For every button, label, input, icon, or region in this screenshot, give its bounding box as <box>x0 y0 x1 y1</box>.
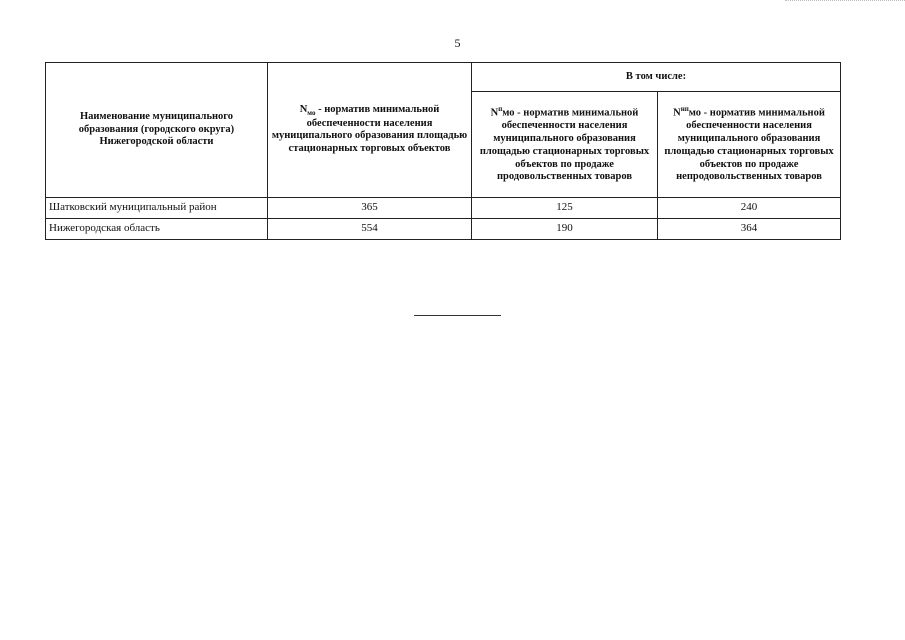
row-nonfood-cell: 364 <box>658 219 841 240</box>
header-total-sub: мо <box>307 109 316 118</box>
header-nonfood-symbol: N <box>673 107 681 119</box>
header-total-symbol: N <box>299 103 308 115</box>
table-header-row <box>46 63 841 92</box>
row-total-cell: 365 <box>268 198 472 219</box>
page-number: 5 <box>454 36 461 50</box>
header-total-text: - норматив минимальной обеспеченности населения муниципального образования площадью стационарных торговых объектов <box>271 103 468 155</box>
row-name-cell: Нижегородская область <box>46 219 268 240</box>
row-food-cell: 125 <box>472 198 658 219</box>
header-food-text: мо - норматив минимальной обеспеченности населения муниципального образования площадью стационарных торговых объектов по продаже продовольственных товаров <box>479 107 650 183</box>
header-food-sup: п <box>498 104 503 113</box>
header-nonfood-norm <box>658 92 841 198</box>
header-nonfood-sup: нп <box>680 104 689 113</box>
table-row <box>46 198 841 219</box>
row-food-cell: 190 <box>472 219 658 240</box>
header-group-including <box>472 63 841 92</box>
header-municipality-name-text: Наименование муниципального образования (городского округа) Нижегородской области <box>78 110 235 148</box>
row-nonfood-cell: 240 <box>658 198 841 219</box>
row-name-cell: Шатковский муниципальный район <box>46 198 268 219</box>
header-nonfood-text: мо - норматив минимальной обеспеченности населения муниципального образования площадью стационарных торговых объектов по продаже непродовольственных товаров <box>664 107 834 183</box>
header-total-norm <box>268 63 472 198</box>
header-group-text: В том числе: <box>625 70 687 82</box>
page-corner-dots <box>785 0 905 1</box>
header-food-symbol: N <box>490 107 499 119</box>
table-row <box>46 219 841 240</box>
closing-rule <box>414 315 501 316</box>
norms-table <box>45 62 841 240</box>
header-municipality-name <box>46 63 268 198</box>
row-total-cell: 554 <box>268 219 472 240</box>
header-food-norm <box>472 92 658 198</box>
